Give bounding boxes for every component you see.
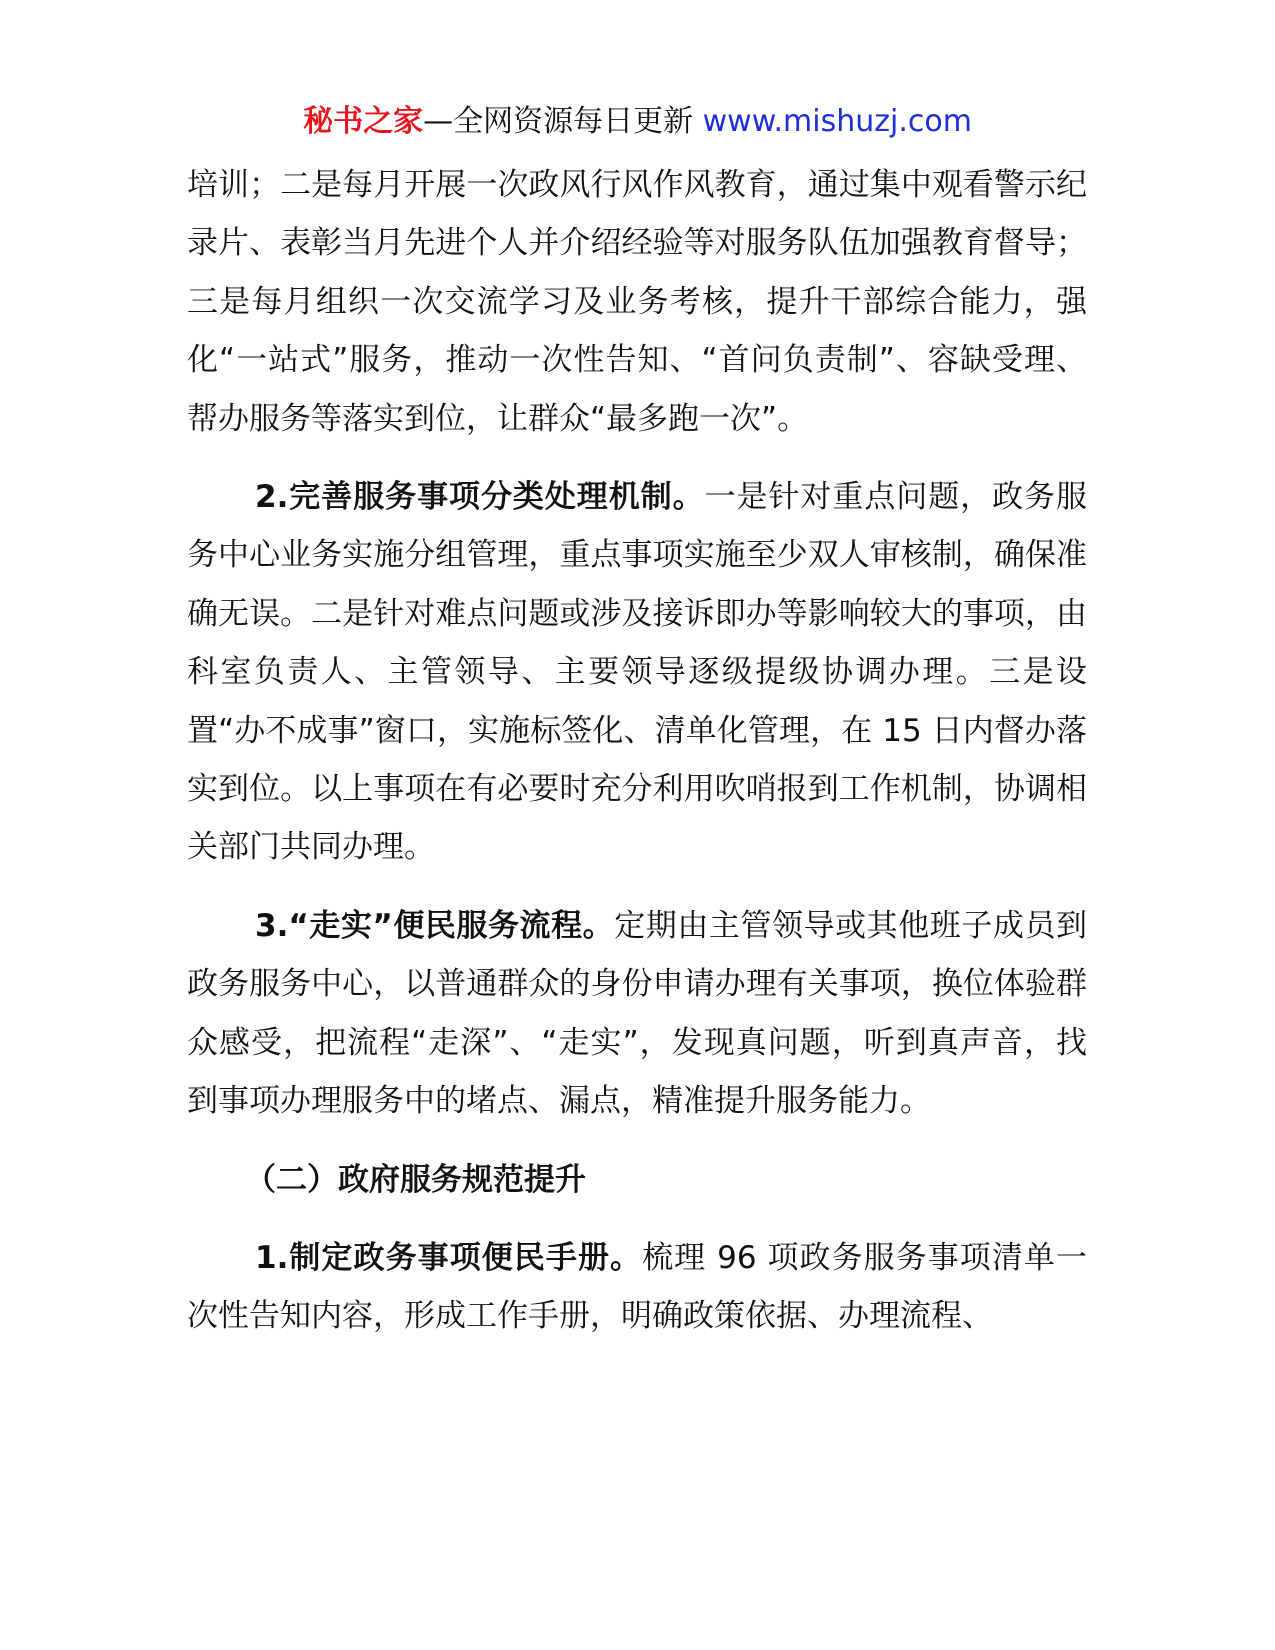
paragraph-training [187,156,1087,448]
header-brand: 秘书之家 [303,104,424,139]
paragraph-heading: 1.制定政务事项便民手册。 [255,1239,643,1276]
header-tagline: —全网资源每日更新 [423,104,694,139]
section-heading: （二）政府服务规范提升 [245,1161,586,1198]
paragraph-service-process [187,897,1087,1131]
paragraph-text: 定期由主管领导或其他班子成员到政务服务中心，以普通群众的身份申请办理有关事项，换位体验群众感受，把流程“走深”、“走实”，发现真问题，听到真声音，找到事项办理服务中的堵点、漏点，精准提升服务能力。 [187,907,1088,1120]
paragraph-handbook [187,1229,1087,1346]
paragraph-heading: 3.“走实”便民服务流程。 [255,907,615,944]
paragraph-classification-mechanism [187,468,1087,877]
page-header [0,100,1275,144]
paragraph-text: 培训；二是每月开展一次政风行风作风教育，通过集中观看警示纪录片、表彰当月先进个人并介绍经验等对服务队伍加强教育督导；三是每月组织一次交流学习及业务考核，提升干部综合能力，强化“一站式”服务，推动一次性告知、“首问负责制”、容缺受理、帮办服务等落实到位，让群众“最多跑一次”。 [187,167,1087,437]
paragraph-heading: 2.完善服务事项分类处理机制。 [255,479,705,516]
document-body [187,156,1087,1346]
paragraph-text: 梳理 96 项政务服务事项清单一次性告知内容，形成工作手册，明确政策依据、办理流程、 [187,1239,1087,1335]
header-url-link[interactable]: www.mishuzj.com [702,104,972,139]
paragraph-text: 一是针对重点问题，政务服务中心业务实施分组管理，重点事项实施至少双人审核制，确保准确无误。二是针对难点问题或涉及接诉即办等影响较大的事项，由科室负责人、主管领导、主要领导逐级提级协调办理。三是设置“办不成事”窗口，实施标签化、清单化管理，在 15 日内督办落实到位。以上事项在有必要时充分利用吹哨报到工作机制，协调相关部门共同办理。 [187,479,1087,866]
